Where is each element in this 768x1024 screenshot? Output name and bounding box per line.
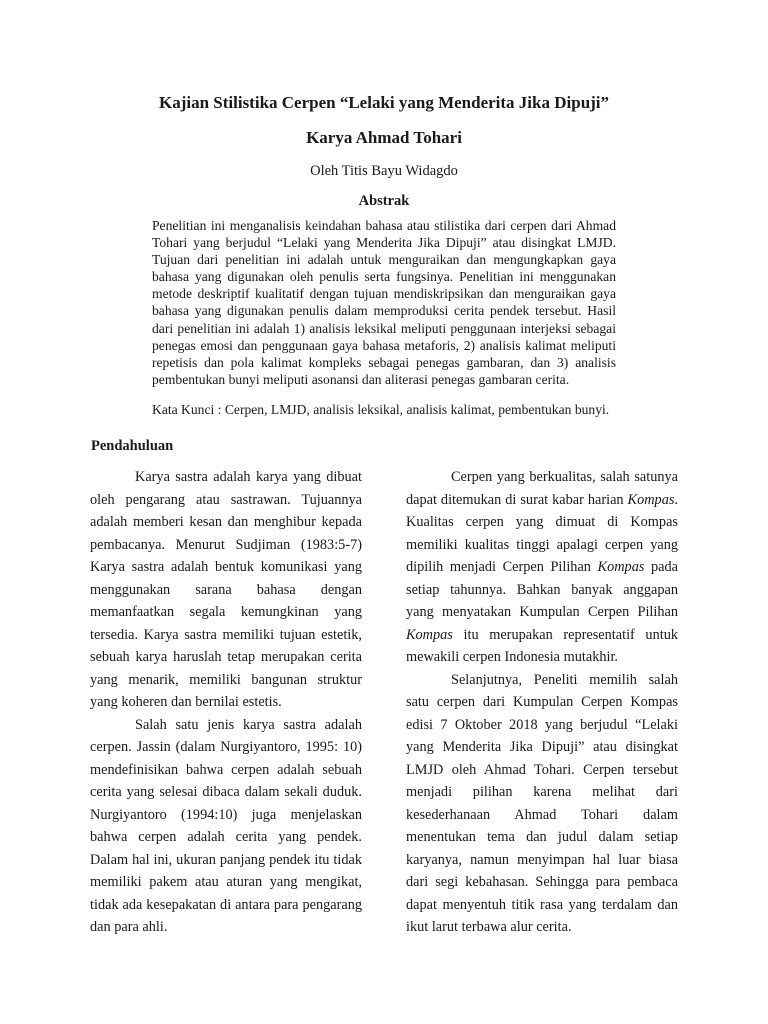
section-heading: Pendahuluan [91, 438, 174, 454]
paragraph: Selanjutnya, Peneliti memilih salah satu cerpen dari Kumpulan Cerpen Kompas edisi 7 Oktober 2018 yang berjudul “Lelaki yang Menderita Jika Dipuji” atau disingkat LMJD oleh Ahmad Tohari. Cerpen tersebut menjadi pilihan karena melihat dari kesederhanaan Ahmad Tohari dalam menentukan tema dan judul dalam setiap karyanya, namun menyimpan hal luar biasa dari segi kebahasan. Sehingga para pembaca dapat menyentuh titik rasa yang terdalam dan ikut larut terbawa alur cerita. [406, 671, 678, 935]
italic-term: Kompas [627, 491, 675, 508]
abstract-heading: Abstrak [358, 193, 410, 209]
abstract-text: Penelitian ini menganalisis keindahan bahasa atau stilistika dari cerpen dari Ahmad Tohari yang berjudul “Lelaki yang Menderita Jika Dipuji” atau disingkat LMJD. Tujuan dari penelitian ini adalah untuk menguraikan dan mengungkapkan gaya bahasa yang digunakan oleh penulis serta fungsinya. Penelitian ini menggunakan metode deskriptif kualitatif dengan tujuan mendiskripsikan dan menguraikan gaya bahasa yang digunakan penulis dalam memproduksi cerita pendek tersebut. Hasil dari penelitian ini adalah 1) analisis leksikal meliputi penggunaan interjeksi sebagai penegas emosi dan penggunaan gaya bahasa metaforis, 2) analisis kalimat meliputi repetisis dan pola kalimat kompleks sebagai penegas gambaran, dan 3) analisis pembentukan bunyi meliputi asonansi dan aliterasi penegas gambaran cerita. [152, 218, 616, 387]
paragraph [406, 466, 678, 669]
left-column [90, 466, 362, 939]
author-line: Oleh Titis Bayu Widagdo [310, 163, 458, 179]
keywords: Kata Kunci : Cerpen, LMJD, analisis leksikal, analisis kalimat, pembentukan bunyi. [152, 402, 610, 417]
paper-subtitle: Karya Ahmad Tohari [306, 128, 462, 147]
paragraph-text: Cerpen yang berkualitas, salah satunya dapat ditemukan di surat kabar harian [406, 469, 678, 508]
paragraph: Salah satu jenis karya sastra adalah cerpen. Jassin (dalam Nurgiyantoro, 1995: 10) mendefinisikan bahwa cerpen adalah sebuah cerita yang selesai dibaca dalam sekali duduk. Nurgiyantoro (1994:10) juga menjelaskan bahwa cerpen adalah cerita yang pendek. Dalam hal ini, ukuran panjang pendek itu tidak memiliki pakem atau aturan yang mengikat, tidak ada kesepakatan di antara para pengarang dan para ahli. [90, 716, 362, 935]
paragraph: Karya sastra adalah karya yang dibuat oleh pengarang atau sastrawan. Tujuannya adalah memberi kesan dan menghibur kepada pembacanya. Menurut Sudjiman (1983:5-7) Karya sastra adalah bentuk komunikasi yang menggunakan sarana bahasa dengan memanfaatkan segala kemungkinan yang tersedia. Karya sastra memiliki tujuan estetik, sebuah karya haruslah tetap merupakan cerita yang menarik, memiliki bangunan struktur yang koheren dan bernilai estetis. [90, 469, 362, 710]
paragraph-text: pada setiap tahunnya. Bahkan banyak anggapan yang menyatakan Kumpulan Cerpen Pilihan [406, 559, 678, 620]
paper-title: Kajian Stilistika Cerpen “Lelaki yang Menderita Jika Dipuji” [158, 93, 610, 112]
italic-term: Kompas [597, 559, 645, 575]
paragraph-text: . Kualitas cerpen yang dimuat di Kompas memiliki kualitas tinggi apalagi cerpen yang dipilih menjadi Cerpen Pilihan [406, 491, 678, 575]
right-column [406, 466, 678, 939]
paragraph-text: itu merupakan representatif untuk mewakili cerpen Indonesia mutakhir. [406, 626, 678, 665]
italic-term: Kompas [406, 626, 453, 643]
